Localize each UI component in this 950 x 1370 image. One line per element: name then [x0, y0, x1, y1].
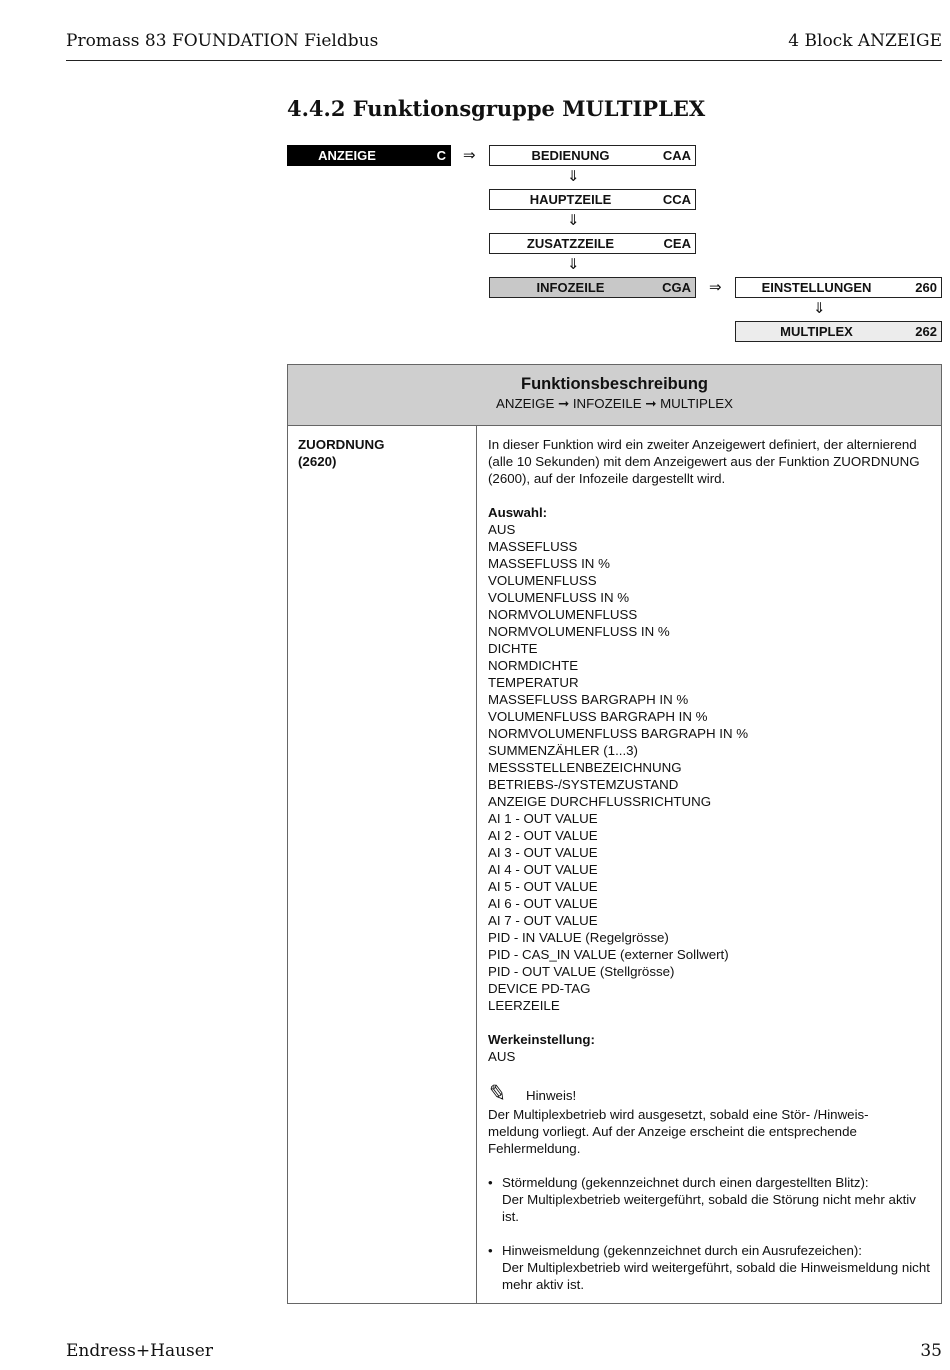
footer-brand: Endress+Hauser [66, 1341, 213, 1361]
option-item: NORMVOLUMENFLUSS IN % [488, 624, 670, 639]
arrow-down-icon: ⇓ [567, 255, 580, 273]
option-item: VOLUMENFLUSS BARGRAPH IN % [488, 709, 708, 724]
bullet-body: Der Multiplexbetrieb weitergeführt, sobald die Störung nicht mehr aktiv ist. [502, 1192, 916, 1224]
group-infozeile-name: INFOZEILE [536, 280, 605, 295]
werkeinstellung-value: AUS [488, 1049, 516, 1064]
option-item: VOLUMENFLUSS [488, 573, 597, 588]
function-intro: In dieser Funktion wird ein zweiter Anzeigewert definiert, der alternierend (alle 10 Sekunden) mit dem Anzeigewert aus der Funktion ZUORDNUNG (2600), auf der Infozeile dargestellt wird. [488, 437, 920, 486]
block-anzeige-name: ANZEIGE [318, 148, 376, 163]
option-item: VOLUMENFLUSS IN % [488, 590, 630, 605]
option-item: NORMVOLUMENFLUSS [488, 607, 638, 622]
option-item: AI 5 - OUT VALUE [488, 879, 598, 894]
option-item: DICHTE [488, 641, 538, 656]
pencil-icon: ✎ [486, 1079, 509, 1107]
running-header-chapter: 4 Block ANZEIGE [788, 31, 942, 51]
option-item: AI 3 - OUT VALUE [488, 845, 598, 860]
arrow-down-icon: ⇓ [813, 299, 826, 317]
running-header-title: Promass 83 FOUNDATION Fieldbus [66, 31, 379, 51]
bullet-head: • Hinweismeldung (gekennzeichnet durch ein Ausrufezeichen): [502, 1243, 862, 1258]
group-bedienung [489, 145, 696, 166]
group-hauptzeile [489, 189, 696, 210]
option-item: AI 7 - OUT VALUE [488, 913, 598, 928]
bullet-stoermeldung [488, 1174, 931, 1225]
note-line: meldung vorliegt. Auf der Anzeige erscheint die entsprechende [488, 1124, 857, 1139]
bullet-hinweismeldung [488, 1242, 931, 1293]
option-item: MASSEFLUSS [488, 539, 578, 554]
table-path: ANZEIGE ➞ INFOZEILE ➞ MULTIPLEX [495, 396, 734, 411]
option-item: SUMMENZÄHLER (1...3) [488, 743, 638, 758]
option-item: PID - OUT VALUE (Stellgrösse) [488, 964, 675, 979]
arrow-right-icon: ⇒ [709, 278, 722, 296]
note-label: Hinweis! [526, 1087, 577, 1103]
table-header [288, 365, 942, 426]
group-einstellungen-name: EINSTELLUNGEN [761, 280, 872, 295]
bullet-head: • Störmeldung (gekennzeichnet durch einen dargestellten Blitz): [502, 1175, 869, 1190]
option-item: AI 6 - OUT VALUE [488, 896, 598, 911]
group-multiplex-name: MULTIPLEX [780, 324, 853, 339]
group-einstellungen-code: 260 [915, 280, 937, 295]
section-title: 4.4.2 Funktionsgruppe MULTIPLEX [287, 96, 706, 121]
werkeinstellung-label: Werkeinstellung: [488, 1032, 595, 1047]
group-zusatzzeile-name: ZUSATZZEILE [526, 236, 615, 251]
option-item: MASSEFLUSS BARGRAPH IN % [488, 692, 689, 707]
group-zusatzzeile-code: CEA [663, 236, 691, 251]
group-multiplex-code: 262 [915, 324, 937, 339]
bullet-body: Der Multiplexbetrieb wird weitergeführt, sobald die Hinweismeldung nicht mehr aktiv ist. [502, 1260, 930, 1292]
group-einstellungen [735, 277, 942, 298]
block-anzeige [287, 145, 451, 166]
option-item: PID - IN VALUE (Regelgrösse) [488, 930, 669, 945]
group-bedienung-name: BEDIENUNG [531, 148, 610, 163]
auswahl-label: Auswahl: [488, 505, 548, 520]
option-item: NORMDICHTE [488, 658, 579, 673]
option-item: DEVICE PD-TAG [488, 981, 591, 996]
option-item: MESSSTELLENBEZEICHNUNG [488, 760, 682, 775]
option-item: AI 1 - OUT VALUE [488, 811, 598, 826]
function-description-table [287, 364, 942, 1304]
option-item: NORMVOLUMENFLUSS BARGRAPH IN % [488, 726, 749, 741]
table-title: Funktionsbeschreibung [520, 375, 708, 393]
option-item: TEMPERATUR [488, 675, 579, 690]
block-anzeige-code: C [436, 148, 446, 163]
function-name-cell [288, 426, 477, 1304]
function-code: (2620) [298, 454, 337, 469]
option-item: MASSEFLUSS IN % [488, 556, 610, 571]
group-hauptzeile-name: HAUPTZEILE [529, 192, 612, 207]
header-divider [66, 60, 942, 61]
option-item: AI 2 - OUT VALUE [488, 828, 598, 843]
group-hauptzeile-code: CCA [662, 192, 691, 207]
group-infozeile-code: CGA [662, 280, 691, 295]
note-header [486, 1079, 931, 1107]
note-line: Fehlermeldung. [488, 1141, 581, 1156]
option-item: PID - CAS_IN VALUE (externer Sollwert) [488, 947, 729, 962]
option-item: AUS [488, 522, 516, 537]
note-bullets [488, 1174, 931, 1293]
group-multiplex [735, 321, 942, 342]
group-infozeile [489, 277, 696, 298]
page-number: 35 [920, 1341, 942, 1361]
option-item: ANZEIGE DURCHFLUSSRICHTUNG [488, 794, 712, 809]
function-description-cell [477, 426, 942, 1304]
option-list [488, 521, 931, 1014]
note-line: Der Multiplexbetrieb wird ausgesetzt, sobald eine Stör- /Hinweis- [488, 1107, 869, 1122]
group-bedienung-code: CAA [662, 148, 691, 163]
arrow-down-icon: ⇓ [567, 167, 580, 185]
option-item: AI 4 - OUT VALUE [488, 862, 598, 877]
option-item: LEERZEILE [488, 998, 560, 1013]
arrow-down-icon: ⇓ [567, 211, 580, 229]
option-item: BETRIEBS-/SYSTEMZUSTAND [488, 777, 679, 792]
group-zusatzzeile [489, 233, 696, 254]
function-name: ZUORDNUNG [298, 437, 385, 452]
arrow-right-icon: ⇒ [463, 146, 476, 164]
